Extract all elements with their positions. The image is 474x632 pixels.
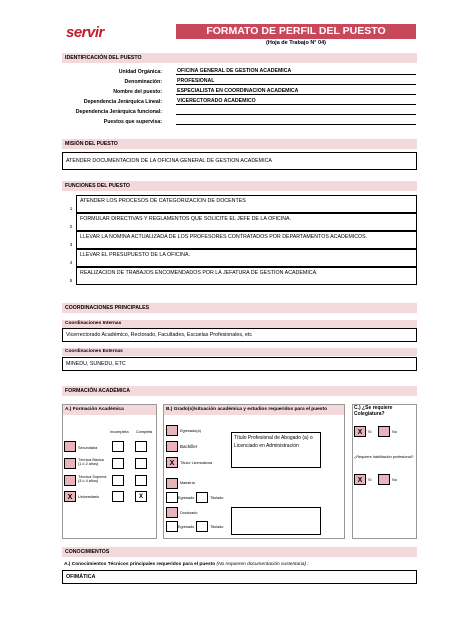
checkbox-basica-completa[interactable] bbox=[135, 458, 147, 469]
label-supervisa: Puestos que supervisa: bbox=[103, 119, 162, 125]
panel-formacion-academica bbox=[62, 404, 157, 539]
checkbox-universitario[interactable]: X bbox=[64, 491, 76, 502]
panel-colegiatura bbox=[352, 404, 417, 539]
funcion-item[interactable]: REALIZACION DE TRABAJOS ENCOMENDADOS POR LA JEFATURA DE GESTION ACADEMICA. bbox=[76, 267, 417, 285]
checkbox-habilitacion-no[interactable] bbox=[378, 474, 390, 485]
form-subtitle: (Hoja de Trabajo N° 04) bbox=[266, 40, 326, 46]
titulo-requerido[interactable]: Título Profesional de Abogado (a) o Licenciado en Administración bbox=[231, 432, 321, 468]
checkbox-universitario-incompleta[interactable] bbox=[112, 491, 124, 502]
label-egresado: Egresado(a) bbox=[180, 429, 201, 433]
checkbox-secundaria-incompleta[interactable] bbox=[112, 441, 124, 452]
funcion-num: 5 bbox=[69, 278, 73, 283]
checkbox-maestria-titulado[interactable] bbox=[196, 492, 208, 503]
checkbox-egresado[interactable] bbox=[166, 425, 178, 436]
checkbox-bachiller[interactable] bbox=[166, 441, 178, 452]
label-bachiller: Bachiller bbox=[180, 444, 198, 449]
section-identificacion: IDENTIFICACIÓN DEL PUESTO bbox=[62, 53, 417, 63]
funcion-num: 4 bbox=[69, 260, 73, 265]
checkbox-colegiatura-no[interactable] bbox=[378, 426, 390, 437]
label-maestria: Maestría bbox=[180, 481, 195, 485]
checkbox-tecnica-basica[interactable] bbox=[64, 458, 76, 469]
field-dep-lineal[interactable]: VICERECTORADO ACADEMICO bbox=[176, 97, 416, 105]
coord-internas[interactable]: Vicerrectorado Académico, Rectorado, Facultades, Escuelas Profesionales, etc bbox=[62, 328, 417, 342]
label-titulo: Título/ Licenciatura bbox=[180, 461, 213, 465]
label-doctorado-egresado: Egresado bbox=[178, 525, 195, 529]
colegiatura-question: C.) ¿Se requiere Colegiatura? bbox=[354, 405, 393, 417]
field-nombre[interactable]: ESPECIALISTA EN COORDINACION ACADEMICA bbox=[176, 87, 416, 95]
label-dep-lineal: Dependencia Jerárquica Lineal: bbox=[83, 99, 162, 105]
section-funciones: FUNCIONES DEL PUESTO bbox=[62, 181, 417, 191]
checkbox-superior-completa[interactable] bbox=[135, 475, 147, 486]
section-conocimientos: CONOCIMIENTOS bbox=[62, 547, 417, 557]
label-doctorado: Doctorado bbox=[180, 511, 198, 515]
label-colegiatura-no: No bbox=[392, 430, 397, 434]
checkbox-secundaria-completa[interactable] bbox=[135, 441, 147, 452]
section-formacion: FORMACIÓN ACADÉMICA bbox=[62, 386, 417, 396]
checkbox-titulo[interactable]: X bbox=[166, 457, 178, 468]
label-tecnica-basica: Técnica Básica (1 ó 2 años) bbox=[78, 458, 104, 466]
coord-externas-label: Coordinaciones Externas bbox=[62, 348, 417, 356]
checkbox-universitario-completa[interactable]: X bbox=[135, 491, 147, 502]
funcion-item[interactable]: LLEVAR EL PRESUPUESTO DE LA OFICINA. bbox=[76, 249, 417, 267]
funcion-item[interactable]: LLEVAR LA NOMINA ACTUALIZADA DE LOS PROFESORES CONTRATADOS POR DEPARTAMENTOS ACADEMICOS. bbox=[76, 231, 417, 249]
conocimientos-a-title: A.) Conocimientos Técnicos principales requeridos para el puesto bbox=[64, 562, 216, 567]
funcion-num: 1 bbox=[69, 206, 73, 211]
label-dep-funcional: Dependencia Jerárquica funcional: bbox=[75, 109, 162, 115]
funcion-item[interactable]: ATENDER LOS PROCESOS DE CATEGORIZACION DE DOCENTES bbox=[76, 195, 417, 213]
habilitacion-question: ¿Requiere habilitación profesional? bbox=[354, 455, 414, 459]
checkbox-doctorado[interactable] bbox=[166, 507, 178, 518]
conocimientos-text[interactable]: OFIMÁTICA bbox=[62, 570, 417, 584]
panel-b-header: B.) Grado(s)/situación académica y estudios requeridos para el puesto bbox=[164, 405, 344, 415]
label-denominacion: Denominación: bbox=[124, 79, 162, 85]
checkbox-maestria-egresado[interactable] bbox=[166, 492, 178, 503]
servir-logo: servir bbox=[66, 24, 104, 41]
checkbox-habilitacion-si[interactable]: X bbox=[354, 474, 366, 485]
checkbox-superior-incompleta[interactable] bbox=[112, 475, 124, 486]
label-colegiatura-si: Sí bbox=[368, 430, 372, 434]
field-supervisa[interactable] bbox=[176, 117, 416, 125]
label-secundaria: Secundaria bbox=[78, 446, 98, 450]
conocimientos-a-label bbox=[64, 562, 309, 567]
checkbox-doctorado-titulado[interactable] bbox=[196, 521, 208, 532]
mision-text[interactable]: ATENDER DOCUMENTACION DE LA OFICINA GENERAL DE GESTION ACADEMICA bbox=[62, 152, 417, 170]
field-unidad[interactable]: OFICINA GENERAL DE GESTION ACADEMICA bbox=[176, 67, 416, 75]
label-universitario: Universitario bbox=[78, 495, 100, 499]
checkbox-maestria[interactable] bbox=[166, 478, 178, 489]
coord-internas-label: Coordinaciones Internas bbox=[62, 320, 417, 328]
coord-externas[interactable]: MINEDU, SUNEDU, ETC bbox=[62, 357, 417, 371]
funcion-item[interactable]: FORMULAR DIRECTIVAS Y REGLAMENTOS QUE SOLICITE EL JEFE DE LA OFICINA. bbox=[76, 213, 417, 231]
field-dep-funcional[interactable] bbox=[176, 107, 416, 115]
label-habilitacion-si: Sí bbox=[368, 478, 372, 482]
label-maestria-titulado: Titulado bbox=[210, 496, 224, 500]
funcion-num: 2 bbox=[69, 224, 73, 229]
checkbox-secundaria[interactable] bbox=[64, 441, 76, 452]
label-maestria-egresado: Egresado bbox=[178, 496, 195, 500]
col-completa: Completa bbox=[136, 430, 153, 434]
label-unidad: Unidad Orgánica: bbox=[118, 69, 162, 75]
doctorado-detail-box[interactable] bbox=[231, 507, 321, 535]
col-incompleta: Incompleta bbox=[110, 430, 129, 434]
label-tecnica-superior: Técnica Superior (3 ó 4 años) bbox=[78, 475, 107, 483]
label-nombre: Nombre del puesto: bbox=[113, 89, 162, 95]
checkbox-doctorado-egresado[interactable] bbox=[166, 521, 178, 532]
conocimientos-a-note: (No requieren documentación sustentaria) : bbox=[216, 562, 309, 567]
section-coordinaciones: COORDINACIONES PRINCIPALES bbox=[62, 303, 417, 313]
label-habilitacion-no: No bbox=[392, 478, 397, 482]
label-doctorado-titulado: Titulado bbox=[210, 525, 224, 529]
checkbox-tecnica-superior[interactable] bbox=[64, 475, 76, 486]
checkbox-basica-incompleta[interactable] bbox=[112, 458, 124, 469]
panel-a-header: A.) Formación Académica bbox=[63, 405, 156, 415]
funcion-num: 3 bbox=[69, 242, 73, 247]
section-mision: MISIÓN DEL PUESTO bbox=[62, 139, 417, 149]
checkbox-colegiatura-si[interactable]: X bbox=[354, 426, 366, 437]
form-title: FORMATO DE PERFIL DEL PUESTO bbox=[176, 24, 416, 39]
field-denominacion[interactable]: PROFESIONAL bbox=[176, 77, 416, 85]
